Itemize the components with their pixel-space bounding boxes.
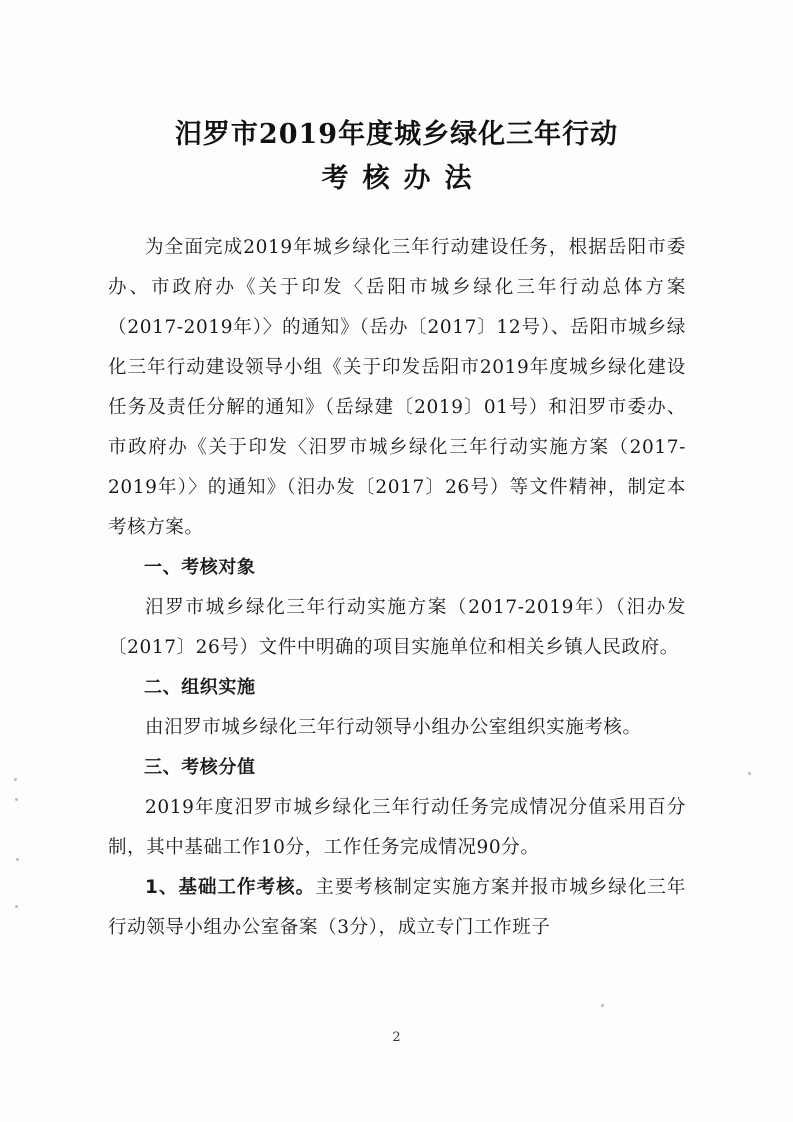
section-text-scoring: 2019年度汨罗市城乡绿化三年行动任务完成情况分值采用百分制，其中基础工作10分，工作任务完成情况90分。 [108, 797, 686, 858]
section-heading-scoring: 三、考核分值 [144, 757, 256, 778]
page-number: 2 [392, 1030, 401, 1045]
item1-paragraph [108, 868, 686, 948]
scan-speck [15, 798, 18, 801]
intro-paragraph: 为全面完成2019年城乡绿化三年行动建设任务，根据岳阳市委办、市政府办《关于印发〈岳阳市城乡绿化三年行动总体方案（2017-2019年）〉的通知》（岳办〔2017〕12号）、岳阳市城乡绿化三年行动建设领导小组《关于印发岳阳市2019年度城乡绿化建设任务及责任分解的通知》（岳绿建〔2019〕01号）和汨罗市委办、市政府办《关于印发〈汨罗市城乡绿化三年行动实施方案（2017-2019年）〉的通知》（汨办发〔2017〕26号）等文件精神，制定本考核方案。 [108, 237, 686, 538]
scan-speck [16, 858, 19, 861]
section-heading-organization: 二、组织实施 [144, 677, 256, 698]
scan-speck [601, 1004, 604, 1007]
item1-lead: 1、基础工作考核。 [145, 877, 316, 898]
scan-speck [748, 772, 751, 775]
scan-speck [15, 905, 18, 908]
section-heading-targets: 一、考核对象 [144, 557, 256, 578]
section-text-targets: 汨罗市城乡绿化三年行动实施方案（2017-2019年）（汨办发〔2017〕26号）文件中明确的项目实施单位和相关乡镇人民政府。 [108, 597, 686, 658]
document-title-line2: 考核办法 [321, 163, 486, 194]
scan-speck [14, 778, 17, 781]
section-text-organization: 由汨罗市城乡绿化三年行动领导小组办公室组织实施考核。 [145, 717, 642, 738]
document-body [108, 228, 686, 948]
item1-text: 主要考核制定实施方案并报市城乡绿化三年行动领导小组办公室备案（3分），成立专门工作班子 [108, 877, 686, 938]
document-title-line1: 汨罗市2019年度城乡绿化三年行动 [174, 119, 619, 150]
